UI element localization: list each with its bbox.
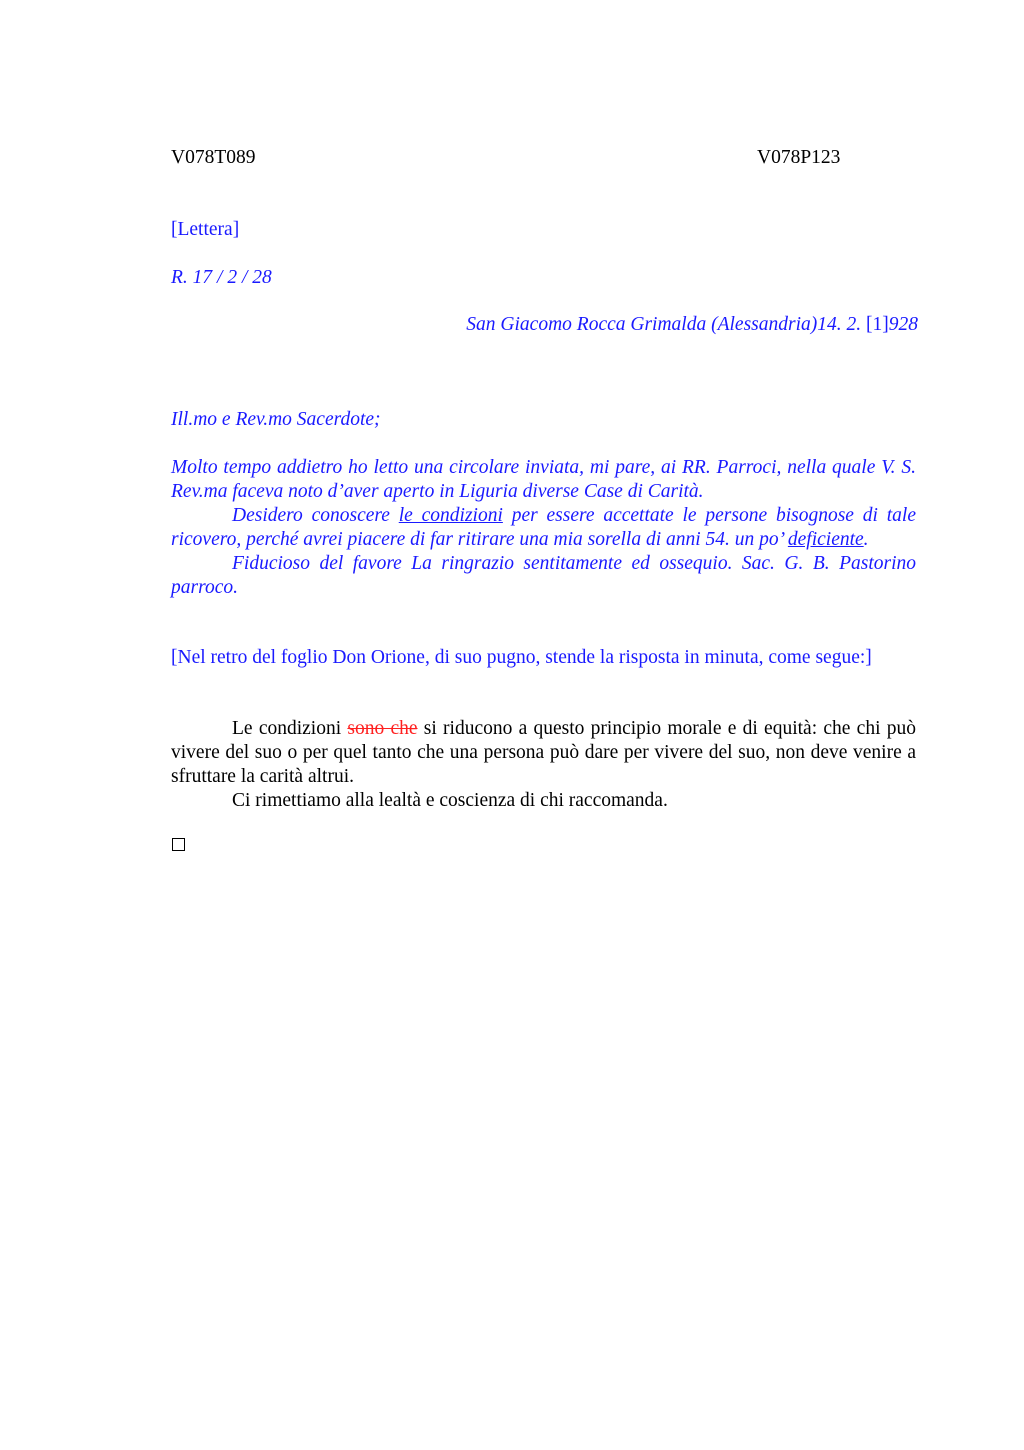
end-square-icon: [172, 838, 185, 851]
place-date-year-suffix: 928: [888, 314, 918, 335]
header-right-code: V078P123: [757, 147, 841, 168]
reply-paragraph-1: [171, 717, 916, 789]
header-left-code: V078T089: [171, 147, 256, 168]
letter-paragraph-2: [171, 504, 916, 552]
reply-body: [171, 717, 916, 813]
place-date-year-prefix: [1]: [866, 314, 889, 335]
letter-p2-middle: per essere accettate le persone bisognose di tale ricovero, perché avrei piacere di far ritirare una mia sorella di anni 54. un po’: [171, 505, 917, 550]
editor-note: [Nel retro del foglio Don Orione, di suo pugno, stende la risposta in minuta, come segue:]: [171, 647, 872, 668]
letter-paragraph-1: Molto tempo addietro ho letto una circolare inviata, mi pare, ai RR. Parroci, nella quale V. S. Rev.ma faceva noto d’aver aperto in Liguria diverse Case di Carità.: [171, 457, 916, 502]
letter-body: [171, 456, 916, 600]
place-date-place: San Giacomo Rocca Grimalda (Alessandria)14. 2.: [466, 314, 866, 335]
letter-p2-end: .: [863, 529, 869, 550]
place-date-line: [466, 313, 918, 337]
letter-salutation: Ill.mo e Rev.mo Sacerdote;: [171, 409, 381, 430]
reply-paragraph-2: Ci rimettiamo alla lealtà e coscienza di chi raccomanda.: [232, 790, 668, 811]
letter-p2-underlined2: deficiente: [787, 529, 864, 550]
reply-p1-before: Le condizioni: [232, 718, 348, 739]
letter-p2-underlined: le condizioni: [398, 505, 503, 526]
doc-type-label: [Lettera]: [171, 219, 240, 240]
received-date: R. 17 / 2 / 28: [171, 267, 272, 288]
reply-p1-after: si riducono a questo principio morale e di equità: che chi può vivere del suo o per quel tanto che una persona può dare per vivere del suo, non deve venire a sfruttare la carità altrui.: [171, 718, 916, 787]
reply-p1-struck: sono che: [347, 718, 418, 739]
letter-paragraph-3: Fiducioso del favore La ringrazio sentitamente ed ossequio. Sac. G. B. Pastorino parroco.: [171, 553, 916, 598]
letter-p2-before: Desidero conoscere: [232, 505, 399, 526]
